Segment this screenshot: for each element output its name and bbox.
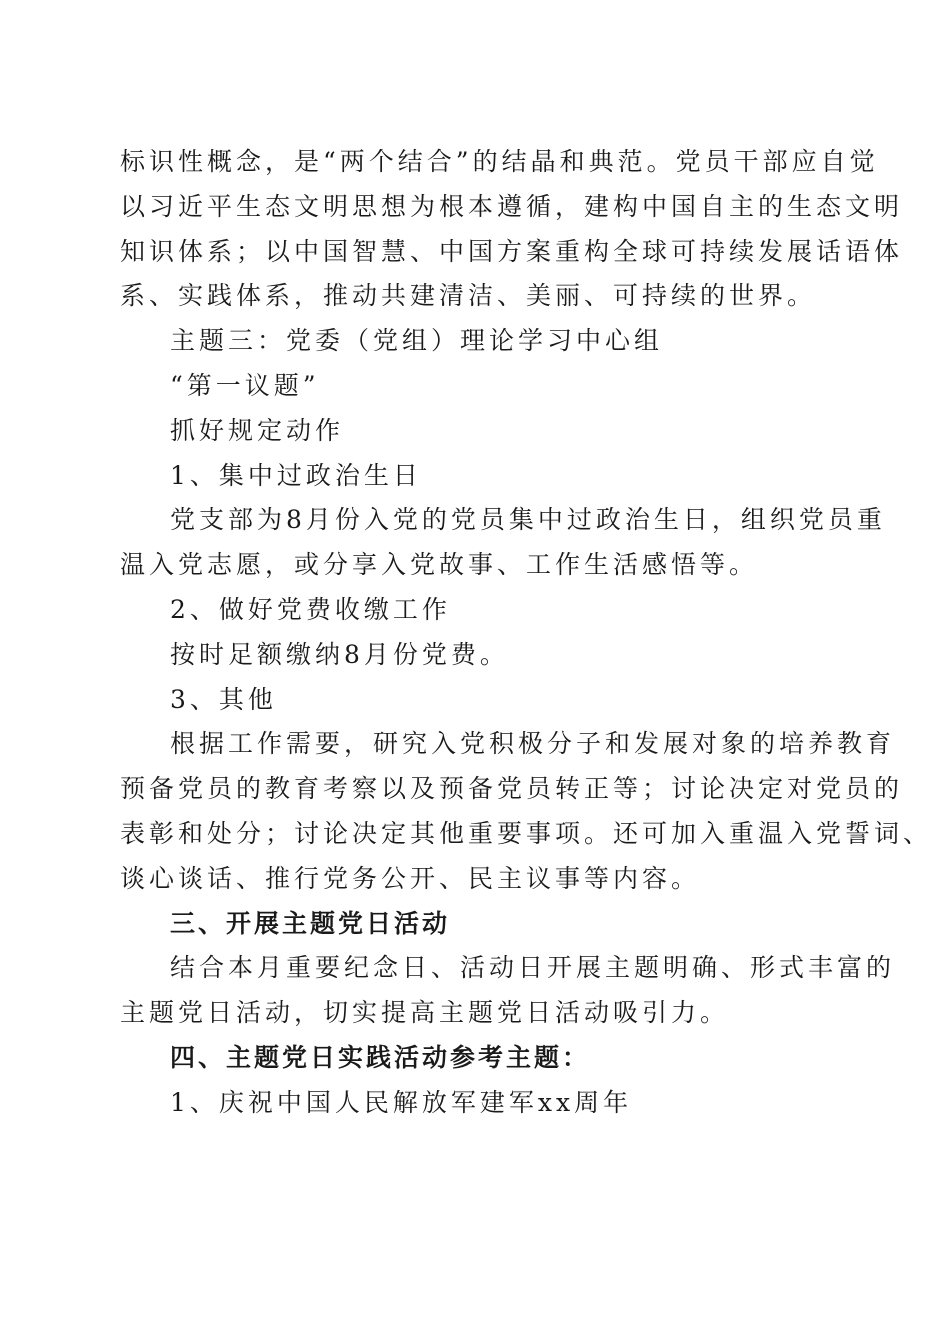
paragraph-line: 党支部为8月份入党的党员集中过政治生日，组织党员重 — [170, 505, 886, 535]
paragraph-line: 标识性概念，是“两个结合”的结晶和典范。党员干部应自觉 — [120, 147, 879, 176]
paragraph-line: 根据工作需要，研究入党积极分子和发展对象的培养教育 — [170, 729, 896, 759]
topic-three-subtitle: “第一议题” — [170, 370, 320, 400]
section-four-heading: 四、主题党日实践活动参考主题： — [170, 1042, 591, 1072]
item-2-title: 2、做好党费收缴工作 — [170, 594, 451, 624]
paragraph-line: 温入党志愿，或分享入党故事、工作生活感悟等。 — [120, 550, 759, 580]
topic-three-title: 主题三：党委（党组）理论学习中心组 — [170, 326, 664, 356]
document-body — [120, 140, 933, 1126]
paragraph-line: 系、实践体系，推动共建清洁、美丽、可持续的世界。 — [120, 281, 817, 311]
paragraph-line: 预备党员的教育考察以及预备党员转正等；讨论决定对党员的 — [120, 774, 904, 804]
section-action-title: 抓好规定动作 — [170, 415, 345, 445]
paragraph-line: 结合本月重要纪念日、活动日开展主题明确、形式丰富的 — [170, 953, 896, 983]
paragraph-line: 表彰和处分；讨论决定其他重要事项。还可加入重温入党誓词、 — [120, 818, 933, 848]
paragraph-line: 以习近平生态文明思想为根本遵循，建构中国自主的生态文明 — [120, 191, 904, 221]
paragraph-line: 知识体系；以中国智慧、中国方案重构全球可持续发展话语体 — [120, 236, 904, 266]
paragraph-line: 谈心谈话、推行党务公开、民主议事等内容。 — [120, 863, 701, 893]
paragraph-line: 1、庆祝中国人民解放军建军xx周年 — [170, 1087, 633, 1117]
paragraph-line: 按时足额缴纳8月份党费。 — [170, 639, 509, 669]
section-three-heading: 三、开展主题党日活动 — [170, 908, 451, 938]
item-1-title: 1、集中过政治生日 — [170, 460, 422, 490]
item-3-title: 3、其他 — [170, 684, 277, 714]
paragraph-line: 主题党日活动，切实提高主题党日活动吸引力。 — [120, 998, 730, 1028]
